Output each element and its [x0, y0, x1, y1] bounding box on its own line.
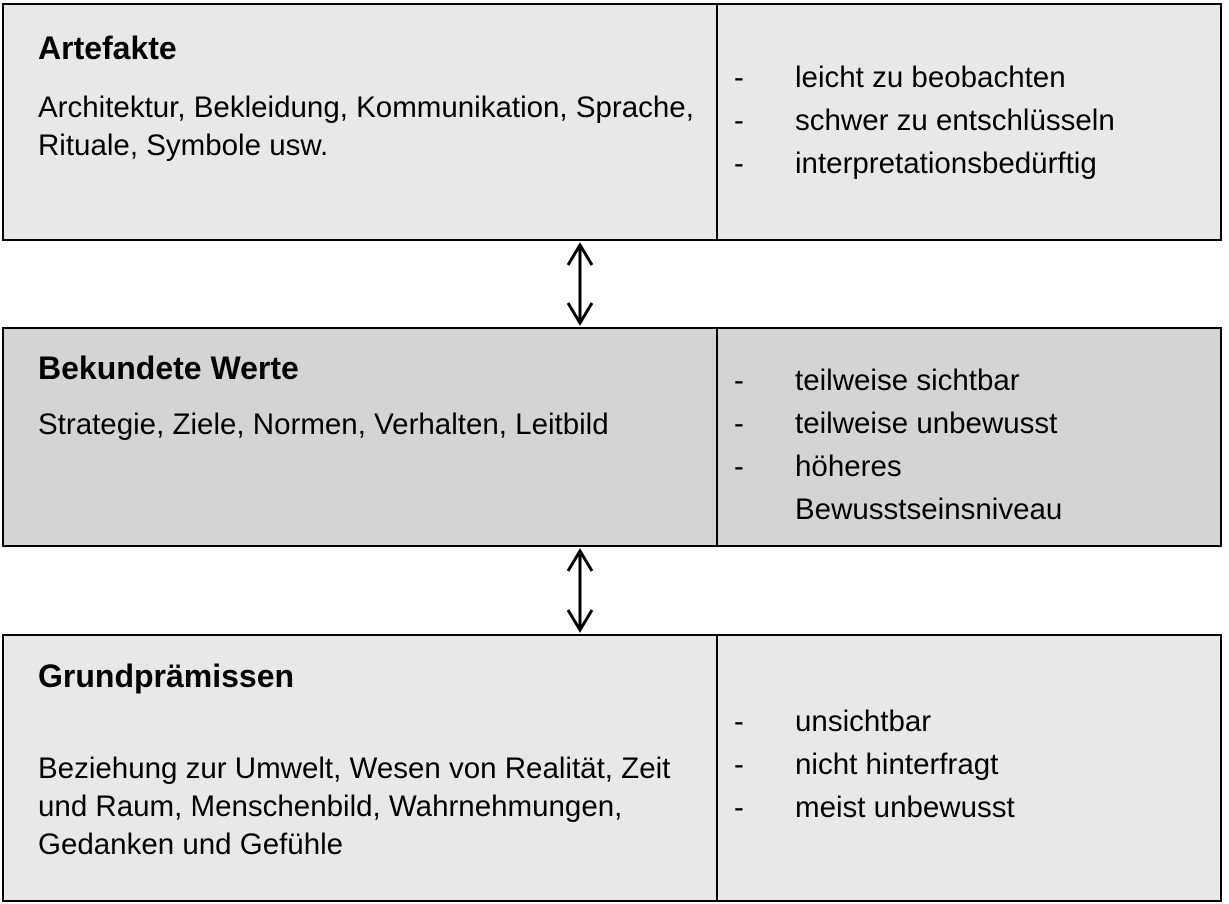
level-box-bekundete-werte: [2, 327, 1222, 547]
bullet-dash: -: [734, 450, 744, 483]
attribute-text: meist unbewusst: [795, 791, 1015, 824]
level-description-cell: [4, 5, 718, 239]
attribute-text: teilweise unbewusst: [795, 407, 1058, 440]
attribute-item: [718, 56, 1215, 99]
attribute-list: [718, 359, 1215, 531]
attribute-item: [718, 359, 1215, 402]
attribute-list: [718, 56, 1215, 185]
attribute-text: leicht zu beobachten: [795, 61, 1066, 94]
attribute-list: [718, 700, 1215, 829]
attribute-text: höheres Bewusstseinsniveau: [795, 450, 1063, 526]
level-description-cell: [4, 636, 718, 900]
bullet-dash: -: [734, 705, 744, 738]
bullet-dash: -: [734, 147, 744, 180]
attribute-item: [718, 99, 1215, 142]
level-description: Strategie, Ziele, Normen, Verhalten, Leitbild: [38, 408, 609, 441]
bullet-dash: -: [734, 364, 744, 397]
attribute-text: unsichtbar: [795, 705, 932, 738]
level-description: Beziehung zur Umwelt, Wesen von Realität, Zeit und Raum, Menschenbild, Wahrnehmungen, Gedanken und Gefühle: [38, 752, 671, 861]
level-title: Artefakte: [38, 30, 177, 66]
attribute-item: [718, 445, 1215, 531]
bullet-dash: -: [734, 748, 744, 781]
attribute-text: schwer zu entschlüsseln: [795, 104, 1115, 137]
double-headed-arrow-icon: [560, 547, 600, 634]
level-box-grundpraemissen: [2, 634, 1222, 902]
level-description-cell: [4, 329, 718, 545]
level-attributes-cell: [718, 5, 1220, 239]
attribute-text: nicht hinterfragt: [795, 748, 999, 781]
bullet-dash: -: [734, 104, 744, 137]
level-description: Architektur, Bekleidung, Kommunikation, Sprache, Rituale, Symbole usw.: [38, 91, 694, 162]
double-headed-arrow-icon: [560, 241, 600, 327]
bullet-dash: -: [734, 407, 744, 440]
bullet-dash: -: [734, 61, 744, 94]
level-attributes-cell: [718, 329, 1220, 545]
attribute-text: interpretationsbedürftig: [795, 147, 1097, 180]
attribute-text: teilweise sichtbar: [795, 364, 1020, 397]
bullet-dash: -: [734, 791, 744, 824]
level-title: Bekundete Werte: [38, 350, 299, 386]
attribute-item: [718, 402, 1215, 445]
attribute-item: [718, 786, 1215, 829]
level-box-artefakte: [2, 3, 1222, 241]
attribute-item: [718, 142, 1215, 185]
attribute-item: [718, 700, 1215, 743]
level-attributes-cell: [718, 636, 1220, 900]
attribute-item: [718, 743, 1215, 786]
level-title: Grundprämissen: [38, 658, 295, 694]
